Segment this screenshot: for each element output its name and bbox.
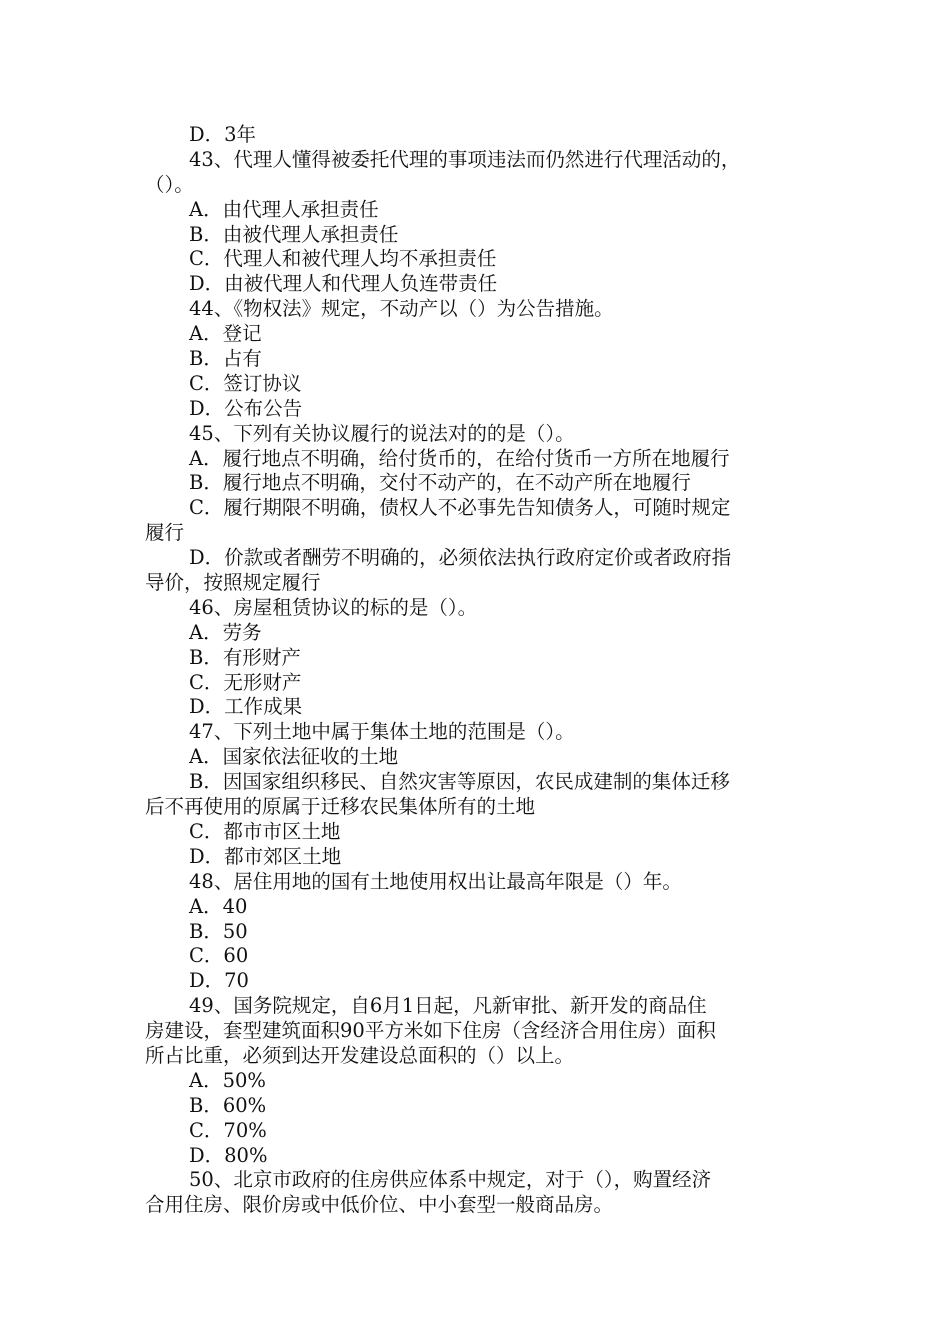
option-line: A．登记 — [189, 322, 262, 346]
option-line: C．70% — [189, 1118, 267, 1142]
question-line: 46、房屋租赁协议的标的是（）。 — [189, 595, 478, 619]
option-line: C．代理人和被代理人均不承担责任 — [189, 247, 497, 271]
option-line: D．价款或者酬劳不明确的，必须依法执行政府定价或者政府指 — [189, 546, 732, 570]
option-line: A．由代理人承担责任 — [189, 197, 379, 221]
question-line: 44、《物权法》规定，不动产以（）为公告措施。 — [189, 297, 614, 321]
option-line: C．履行期限不明确，债权人不必事先告知债务人，可随时规定 — [189, 496, 731, 520]
option-line: D．工作成果 — [189, 695, 303, 719]
question-line: 合用住房、限价房或中低价位、中小套型一般商品房。 — [145, 1193, 614, 1217]
option-line: B．有形财产 — [189, 645, 301, 669]
option-line: D．80% — [189, 1143, 268, 1167]
option-line: 履行 — [145, 521, 185, 545]
option-line: A．50% — [189, 1068, 266, 1092]
option-line: 后不再使用的原属于迁移农民集体所有的土地 — [145, 795, 536, 819]
option-line: 导价，按照规定履行 — [145, 571, 321, 595]
question-line: 50、北京市政府的住房供应体系中规定，对于（），购置经济 — [189, 1168, 712, 1192]
option-line: D．都市郊区土地 — [189, 844, 342, 868]
option-line: D．3年 — [189, 123, 257, 146]
question-line: （）。 — [145, 172, 194, 196]
option-line: B．占有 — [189, 347, 262, 371]
option-line: D．70 — [189, 969, 249, 993]
question-line: 45、下列有关协议履行的说法对的的是（）。 — [189, 421, 575, 445]
option-line: A．履行地点不明确，给付货币的，在给付货币一方所在地履行 — [189, 446, 730, 470]
option-line: B．履行地点不明确，交付不动产的，在不动产所在地履行 — [189, 471, 691, 495]
option-line: B．因国家组织移民、自然灾害等原因，农民成建制的集体迁移 — [189, 770, 730, 794]
option-line: C．60 — [189, 944, 249, 968]
option-line: A．劳务 — [189, 620, 262, 644]
question-line: 47、下列土地中属于集体土地的范围是（）。 — [189, 720, 575, 744]
question-line: 房建设，套型建筑面积90平方米如下住房（含经济合用住房）面积 — [145, 1019, 716, 1043]
option-line: C．都市市区土地 — [189, 819, 341, 843]
option-line: B．50 — [189, 919, 248, 943]
question-line: 49、国务院规定，自6月1日起，凡新审批、新开发的商品住 — [189, 994, 707, 1018]
option-line: B．由被代理人承担责任 — [189, 222, 399, 246]
option-line: C．签订协议 — [189, 371, 302, 395]
option-line: C．无形财产 — [189, 670, 302, 694]
option-line: D．由被代理人和代理人负连带责任 — [189, 272, 498, 296]
question-line: 48、居住用地的国有土地使用权出让最高年限是（）年。 — [189, 869, 682, 893]
option-line: A．40 — [189, 894, 248, 918]
question-line: 43、代理人懂得被委托代理的事项违法而仍然进行代理活动的， — [189, 147, 741, 171]
option-line: A．国家依法征收的土地 — [189, 745, 399, 769]
option-line: D．公布公告 — [189, 396, 303, 420]
option-line: B．60% — [189, 1093, 267, 1117]
document-page — [145, 123, 815, 1218]
question-line: 所占比重，必须到达开发建设总面积的（）以上。 — [145, 1043, 575, 1067]
